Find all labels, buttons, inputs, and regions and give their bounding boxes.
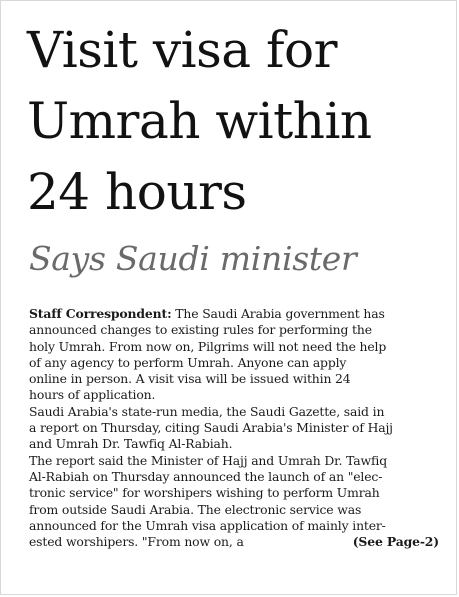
body-line-1 — [29, 306, 449, 322]
body-line-12: tronic service" for worshipers wishing to perform Umrah — [29, 485, 380, 501]
body-line-15 — [29, 534, 449, 550]
body-line-9: and Umrah Dr. Tawfiq Al-Rabiah. — [29, 436, 233, 452]
body-line-8: a report on Thursday, citing Saudi Arabia's Minister of Hajj — [29, 420, 393, 436]
body-line-15-text: ested worshipers. "From now on, a — [29, 534, 244, 550]
headline-line-3: 24 hours — [27, 163, 247, 221]
headline-line-1: Visit visa for — [27, 21, 337, 79]
continuation-link[interactable]: (See Page-2) — [352, 534, 439, 550]
body-line-7: Saudi Arabia's state-run media, the Saudi Gazette, said in — [29, 403, 385, 419]
subheadline: Says Saudi minister — [29, 239, 357, 278]
headline-line-2: Umrah within — [27, 92, 372, 150]
byline: Staff Correspondent: — [29, 306, 172, 321]
body-line-6: hours of application. — [29, 387, 156, 403]
body-line-11: Al-Rabiah on Thursday announced the launch of an "elec- — [29, 468, 383, 484]
body-line-13: from outside Saudi Arabia. The electronic service was — [29, 501, 362, 517]
body-line-3: holy Umrah. From now on, Pilgrims will not need the help — [29, 338, 387, 354]
body-line-1-text: The Saudi Arabia government has — [171, 306, 385, 321]
body-line-4: of any agency to perform Umrah. Anyone can apply — [29, 354, 347, 370]
body-line-10: The report said the Minister of Hajj and Umrah Dr. Tawfiq — [29, 452, 387, 468]
body-line-14: announced for the Umrah visa application of mainly inter- — [29, 517, 386, 533]
body-line-5: online in person. A visit visa will be issued within 24 — [29, 371, 351, 387]
headline — [27, 15, 447, 228]
body-line-2: announced changes to existing rules for performing the — [29, 322, 372, 338]
article-body — [29, 306, 449, 550]
